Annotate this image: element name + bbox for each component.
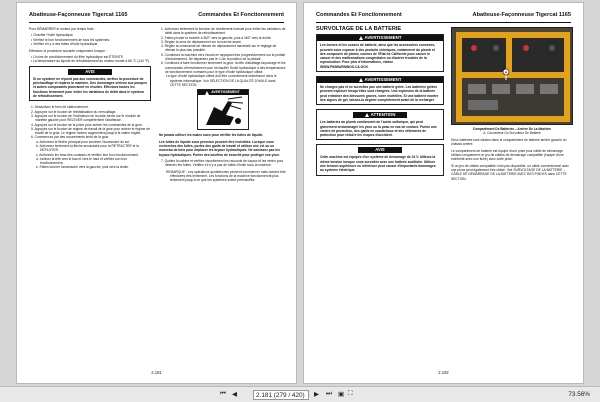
substep: e. Faites tourner l'accessoire vers la gauche, puis vers la droite.: [36, 165, 129, 170]
avis-text: Cette machine est équipée d'un système de démarrage de 24 V. Utilisez la même tension lorsque vous survoltez avec une batterie auxiliaire. Utiliser une tension supérieure ou inférieure peut causer d'importants dommages au système électrique.: [320, 155, 436, 173]
warning-text: Ne chargez pas et ne survoltez pas une batterie gelée. Les batteries gelées peuvent exploser lorsqu'elles sont chargées. Une explosion de la batterie peut entraîner des blessures graves, voire mortelles. Si une batterie montre des signes de gel, laissez-la dégeler complètement avant de la recharger.: [320, 85, 439, 102]
page-layout-icon[interactable]: ▣: [338, 391, 345, 398]
page-number: 2.181: [151, 370, 162, 375]
paragraph: Si un jeu de câbles compatible n'est pas disponible, un câble conventionnel avec une pince peut également être utilisé. Voir SURVOLTAGE DE LA BATTERIE – CÂBLE DE DÉMARRAGE DE LA BATTERIE AVEC DES PINCES dans CETTE SECTION.: [451, 163, 569, 181]
last-page-button[interactable]: ⏭: [326, 390, 332, 397]
warning-triangle-icon: [365, 113, 369, 117]
left-page: [16, 2, 297, 384]
avis-box: [316, 144, 444, 175]
viewer-toolbar: [0, 386, 600, 402]
warning-header: [317, 35, 443, 41]
substep: d. Inclinez la tête vers le bas et vers le haut et vérifiez son bon fonctionnement.: [36, 156, 127, 166]
step: 5. Conduisez la machine vers l'avant en appuyant très progressivement sur la pédale d'entraînement. Ne dépassez pas le ¼ de la position de la pédale.: [161, 52, 286, 62]
attention-text: Les batteries au plomb contiennent de l'acide sulfurique, qui peut gravement endommager les yeux ou la peau en cas de contact. Portez une visière de protection, des gants en caoutchouc et des vêtements de protection pour réduire les risques d'accident.: [320, 120, 437, 138]
step: 5. Appuyez sur le bouton de régime de travail de la grue pour activer le régime de travail de la grue. Le régime moteur augmentera jusqu'à la valeur réglée.: [31, 126, 150, 136]
hazard-text-2: Les fuites de liquide sous pression peuvent être invisibles. Lorsque vous recherchez des fuites, portez des gants de travail et utilisez une clé ou un morceau de bois pour déplacer les tuyaux hydrauliques. Ne saisissez pas les tuyaux hydrauliques. Portez des lunettes de sécurité pour protéger vos yeux.: [159, 139, 280, 157]
attention-label: ATTENTION: [370, 112, 396, 118]
step: 2. Faites pivoter la tourelle à 360° vers la gauche, puis à 360° vers la droite.: [161, 35, 272, 40]
hazard-label: AVERTISSEMENT: [211, 90, 240, 95]
page-header: [29, 11, 284, 23]
section-title: SURVOLTAGE DE LA BATTERIE: [316, 26, 402, 32]
header-right: Commandes Et Fonctionnement: [198, 12, 284, 18]
step: 3. Réglez la sens de déplacement sur la marche avant.: [161, 39, 242, 44]
fluid-injection-hazard-icon: [198, 95, 248, 129]
list-item: • Chauffer l'huile hydraulique.: [31, 33, 74, 38]
step: 1. Actionnez lentement la fonction de nivellement manuel pour éviter les variations de débit dans le système de refroidissement.: [161, 27, 286, 36]
fullscreen-icon[interactable]: ⛶: [348, 390, 353, 397]
warning-header: [317, 77, 443, 83]
left-column-2: [159, 27, 286, 183]
list-item: • Vérifiez s'il y a des fuites d'huile hydraulique.: [31, 42, 99, 47]
previous-page-button[interactable]: ◀: [232, 391, 237, 398]
first-page-button[interactable]: ⏮: [220, 390, 226, 397]
paragraph: Deux batteries sont situées dans le compartiment de batterie arrière gauche du châssis arrière.: [451, 138, 567, 147]
list-item: • L'icône de conditionnement du filtre hydraulique est ÉTEINTE.: [31, 55, 124, 60]
substep: a. Actionnez le flèche principal pour soulever l'accessoire du sol.: [36, 139, 130, 144]
avis-label: AVIS: [68, 69, 112, 75]
avis-label: AVIS: [358, 147, 402, 153]
substep: b. Actionnez lentement la flèche secondaire pour la RETRACTER et la DÉPLOYER.: [36, 143, 139, 153]
warning-box-1: [316, 34, 444, 72]
step: 7. Quittez la cabine et vérifiez visuellement les raccords de tuyaux et les vérins pour détecter les fuites. Vérifiez s'il n'y a pas de fuites d'huile sous la machine.: [161, 159, 284, 168]
hazard-symbol: [197, 89, 249, 130]
zoom-level[interactable]: 73.56%: [568, 391, 590, 398]
caption-sub: A. Connecteur Du Survolteur De Batterie: [483, 131, 541, 135]
step-note: La type d'huile hydraulique utilisé doit être correctement sélectionné dans le système informatique. Voir SÉLECTION DE LA QUALITÉ D'HUILE dans CETTE SECTION.: [166, 74, 277, 87]
step: 2. Appuyez sur le bouton de réinitialisation du verrouillage.: [31, 109, 117, 114]
right-column-1: [316, 27, 444, 180]
callout-a-label: A: [504, 69, 508, 75]
page-number-input[interactable]: 2.181 (279 / 420): [253, 390, 309, 400]
page-header: [316, 11, 571, 23]
warning-box-2: [316, 76, 444, 105]
warning-triangle-icon: [205, 91, 209, 95]
next-page-button[interactable]: ▶: [314, 391, 319, 398]
substep: c. Actionnez les bras des couteaux et vérifiez leur bon fonctionnement.: [36, 152, 139, 157]
attention-box: [316, 109, 444, 140]
step: 6. Commencez par des mouvements lents de la grue.: [31, 135, 110, 140]
list-item: • Vérifiez le bon fonctionnement de tous les systèmes.: [31, 37, 111, 42]
warning-triangle-icon: [359, 78, 363, 82]
caption-title: Compartiment De Batteries – Arrière De La Machine: [472, 127, 552, 131]
warning-text: Les bornes et les cosses de batterie, ainsi que les accessoires connexes, peuvent vous exposer à des produits chimiques, notamment du plomb et des composés de plomb, connus de l'État de Californie pour causer le cancer et des malformations congénitales ou d'autres troubles de la reproduction. Pour plus d'informations, visitez WWW.P65WARNINGS.CA.GOV.: [320, 43, 436, 69]
right-column-2: [451, 138, 573, 183]
intro-text-2: Effectuez la procédure suivante uniquement lorsque :: [29, 48, 107, 53]
header-left: Abatteuse-Façonneuse Tigercat 1165: [29, 12, 128, 18]
step: 4. Réglez la commande de vitesse de déplacement maximale sur le réglage de vitesse le plus bas possible.: [161, 44, 277, 53]
header-right: Abatteuse-Façonneuse Tigercat 1165: [472, 12, 571, 18]
step: 1. Désactivez le frein de stationnement.: [31, 105, 89, 110]
avis-text: Si un système ne répond pas aux commandes, arrêtez la procédure de préchauffage et réparez la machine. Des dommages sérieux aux pompes et autres composants pourraient en résulter. Effectuez toutes les fonctions lentement pour éviter les variations de débit dans le système de refroidissement.: [33, 76, 147, 99]
warning-label: AVERTISSEMENT: [364, 35, 402, 41]
avis-box: [29, 66, 151, 101]
step: 3. Appuyez sur le bouton de l'inclinaison de la plate-forme sur le module de manette gauche pour RELEVER complètement l'abatteuse.: [31, 113, 141, 123]
warning-triangle-icon: [359, 36, 363, 40]
list-item: • La température du liquide de refroidissement du moteur monte à 66 °C (140 °F).: [31, 59, 151, 64]
intro-text: Pour DÉMARRER le moteur par temps froid :: [29, 27, 96, 31]
battery-compartment-photo: [451, 27, 573, 125]
left-column-1: [29, 27, 151, 170]
photo-caption: [451, 127, 573, 135]
step: 6. Continuez à faire fonctionner lentement la grue, la tête d'abattage-façonnage et les commandes d'entraînement pour réchauffer l'huile hydraulique à des températures de fonctionnement normales pour le type d'huile hydraulique utilisé.: [161, 61, 286, 74]
paragraph: Le compartiment de batterie est équipé d'une prise pour câble de démarrage. Utilisez uniquement un jeu de câbles de démarrage compatible (équipé d'une extrémité avec une fiche) avec cette prise.: [451, 148, 564, 162]
right-page: [303, 2, 584, 384]
hazard-text-1: Ne jamais utiliser les mains nues pour vérifier les fuites de liquide.: [159, 133, 264, 138]
header-left: Commandes Et Fonctionnement: [316, 12, 402, 18]
page-number: 2.182: [438, 370, 449, 375]
step: 4. Appuyez sur le bouton de la pince pour activer les commandes de la grue.: [31, 122, 143, 127]
warning-label: AVERTISSEMENT: [364, 77, 402, 83]
attention-header: [353, 112, 407, 118]
remarque: REMARQUE : Les opérations quotidiennes peuvent commencer mais doivent être effectuées très lentement. Les fonctions de la machine fonctionneront plus lentement jusqu'à ce que les systèmes soient préchauffés.: [166, 169, 286, 183]
